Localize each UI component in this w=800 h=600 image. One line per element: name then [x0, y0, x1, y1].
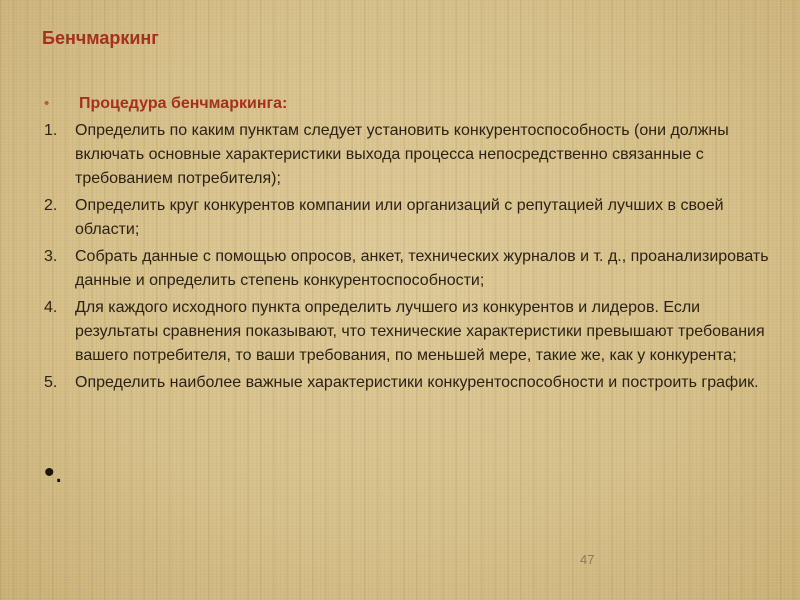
list-item-text: Для каждого исходного пункта определить лучшего из конкурентов и лидеров. Если результаты сравнения показывают, что технические характеристики превышают требования вашего потребителя, то ваши требования, по меньшей мере, такие же, как у конкурента;	[75, 299, 765, 364]
list-item	[44, 371, 784, 395]
trailing-bullet: •.	[44, 456, 63, 489]
bullet-icon: •	[44, 95, 50, 112]
procedure-heading-text: Процедура бенчмаркинга:	[79, 95, 288, 112]
list-item	[44, 119, 784, 191]
list-item-number: 1.	[44, 122, 58, 139]
list-item-number: 2.	[44, 197, 58, 214]
list-item	[44, 296, 784, 368]
list-item	[44, 194, 784, 242]
list-item-number: 5.	[44, 374, 58, 391]
list-item-number: 3.	[44, 248, 58, 265]
list-item-text: Определить круг конкурентов компании или организаций с репутацией лучших в своей области;	[75, 197, 724, 238]
list-item	[44, 245, 784, 293]
slide-title: Бенчмаркинг	[42, 28, 159, 48]
slide-content	[44, 92, 784, 398]
list-item-text: Собрать данные с помощью опросов, анкет, технических журналов и т. д., проанализировать данные и определить степень конкурентоспособности;	[75, 248, 769, 289]
page-number: 47	[580, 552, 595, 567]
list-item-number: 4.	[44, 299, 58, 316]
list-item-text: Определить по каким пунктам следует установить конкурентоспособность (они должны включать основные характеристики выхода процесса непосредственно связанные с требованием потребителя);	[75, 122, 729, 187]
procedure-heading	[44, 92, 784, 116]
list-item-text: Определить наиболее важные характеристики конкурентоспособности и построить график.	[75, 374, 759, 391]
